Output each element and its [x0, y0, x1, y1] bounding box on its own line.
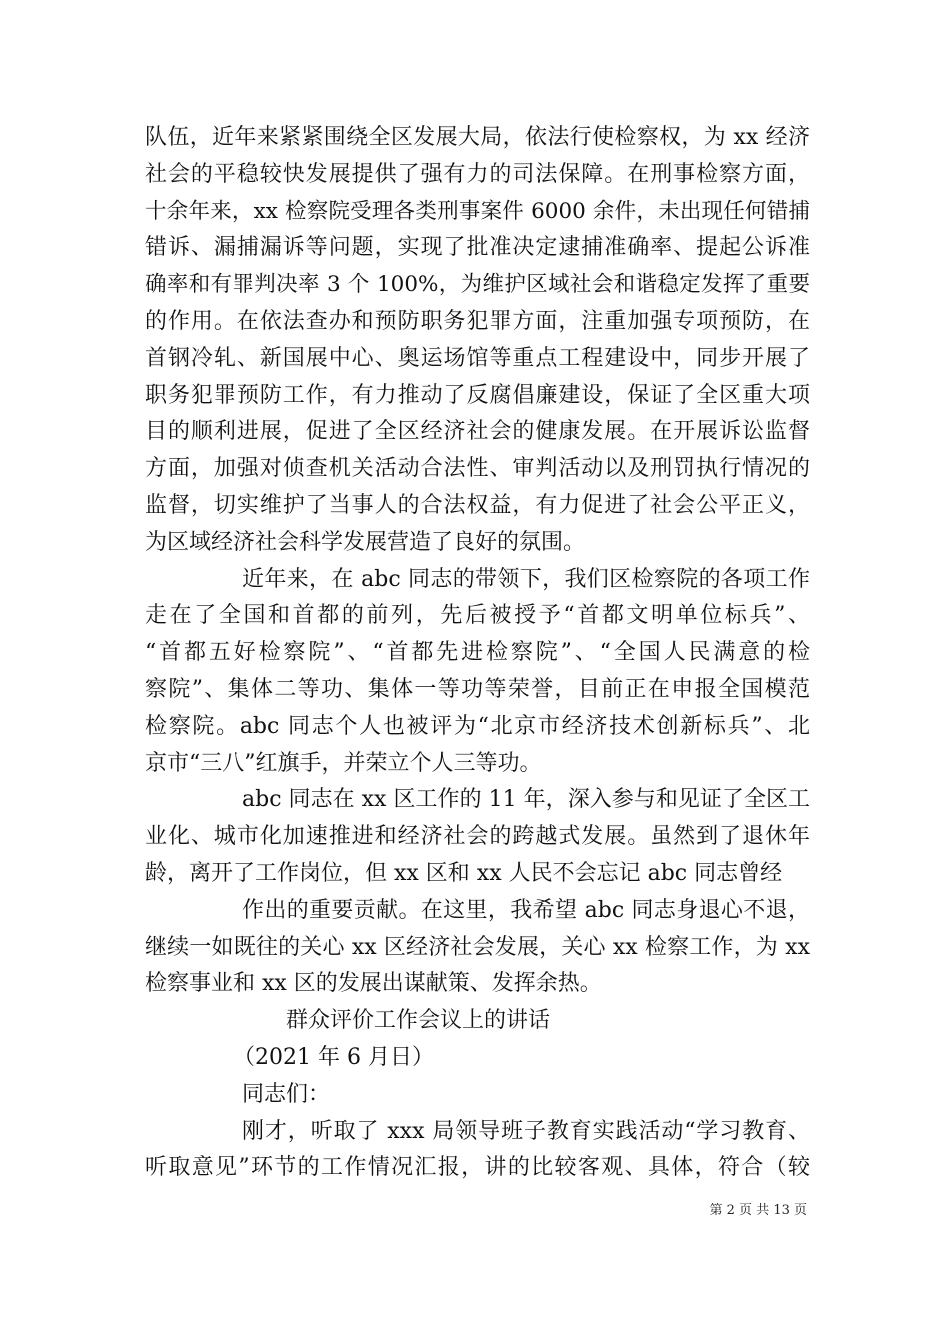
text-line: 首钢冷轧、新国展中心、奥运场馆等重点工程建设中，同步开展了	[145, 345, 810, 371]
text-line: 近年来，在 abc 同志的带领下，我们区检察院的各项工作	[242, 566, 810, 592]
text-line: 检察事业和 xx 区的发展出谋献策、发挥余热。	[145, 971, 602, 997]
text-line: 群众评价工作会议上的讲话	[286, 1008, 551, 1034]
text-line: 继续一如既往的关心 xx 区经济社会发展，关心 xx 检察工作，为 xx	[145, 934, 810, 960]
text-line: 方面，加强对侦查机关活动合法性、审判活动以及刑罚执行情况的	[145, 456, 810, 482]
text-line: 同志们：	[242, 1081, 331, 1107]
text-line: abc 同志在 xx 区工作的 11 年，深入参与和见证了全区工	[242, 787, 810, 813]
text-line: 听取意见”环节的工作情况汇报，讲的比较客观、具体，符合（较	[145, 1155, 810, 1181]
text-line: 错诉、漏捕漏诉等问题，实现了批准决定逮捕准确率、提起公诉准	[145, 235, 810, 261]
text-line: 确率和有罪判决率 3 个 100%，为维护区域社会和谐稳定发挥了重要	[145, 272, 810, 298]
text-line: 监督，切实维护了当事人的合法权益，有力促进了社会公平正义，	[145, 492, 810, 518]
page-number-footer: 第 2 页 共 13 页	[709, 1203, 807, 1218]
text-line: “首都五好检察院”、“首都先进检察院”、“全国人民满意的检	[145, 640, 810, 666]
text-line: 目的顺利进展，促进了全区经济社会的健康发展。在开展诉讼监督	[145, 419, 810, 445]
text-line: 的作用。在依法查办和预防职务犯罪方面，注重加强专项预防，在	[145, 308, 810, 334]
text-line: 京市“三八”红旗手，并荣立个人三等功。	[145, 750, 542, 776]
text-line: （2021 年 6 月日）	[233, 1044, 434, 1070]
text-line: 刚才，听取了 xxx 局领导班子教育实践活动“学习教育、	[242, 1118, 810, 1144]
text-line: 十余年来，xx 检察院受理各类刑事案件 6000 余件，未出现任何错捕	[145, 198, 810, 224]
text-line: 龄，离开了工作岗位，但 xx 区和 xx 人民不会忘记 abc 同志曾经	[145, 860, 783, 886]
text-line: 社会的平稳较快发展提供了强有力的司法保障。在刑事检察方面，	[145, 161, 810, 187]
text-line: 察院”、集体二等功、集体一等功等荣誉，目前正在申报全国模范	[145, 676, 810, 702]
text-line: 作出的重要贡献。在这里，我希望 abc 同志身退心不退，	[242, 897, 810, 923]
text-line: 检察院。abc 同志个人也被评为“北京市经济技术创新标兵”、北	[145, 713, 810, 739]
text-line: 走在了全国和首都的前列，先后被授予“首都文明单位标兵”、	[145, 603, 810, 629]
text-line: 业化、城市化加速推进和经济社会的跨越式发展。虽然到了退休年	[145, 824, 810, 850]
text-line: 职务犯罪预防工作，有力推动了反腐倡廉建设，保证了全区重大项	[145, 382, 810, 408]
text-line: 队伍，近年来紧紧围绕全区发展大局，依法行使检察权，为 xx 经济	[145, 125, 810, 150]
text-line: 为区域经济社会科学发展营造了良好的氛围。	[145, 529, 586, 555]
document-body	[145, 120, 810, 1187]
